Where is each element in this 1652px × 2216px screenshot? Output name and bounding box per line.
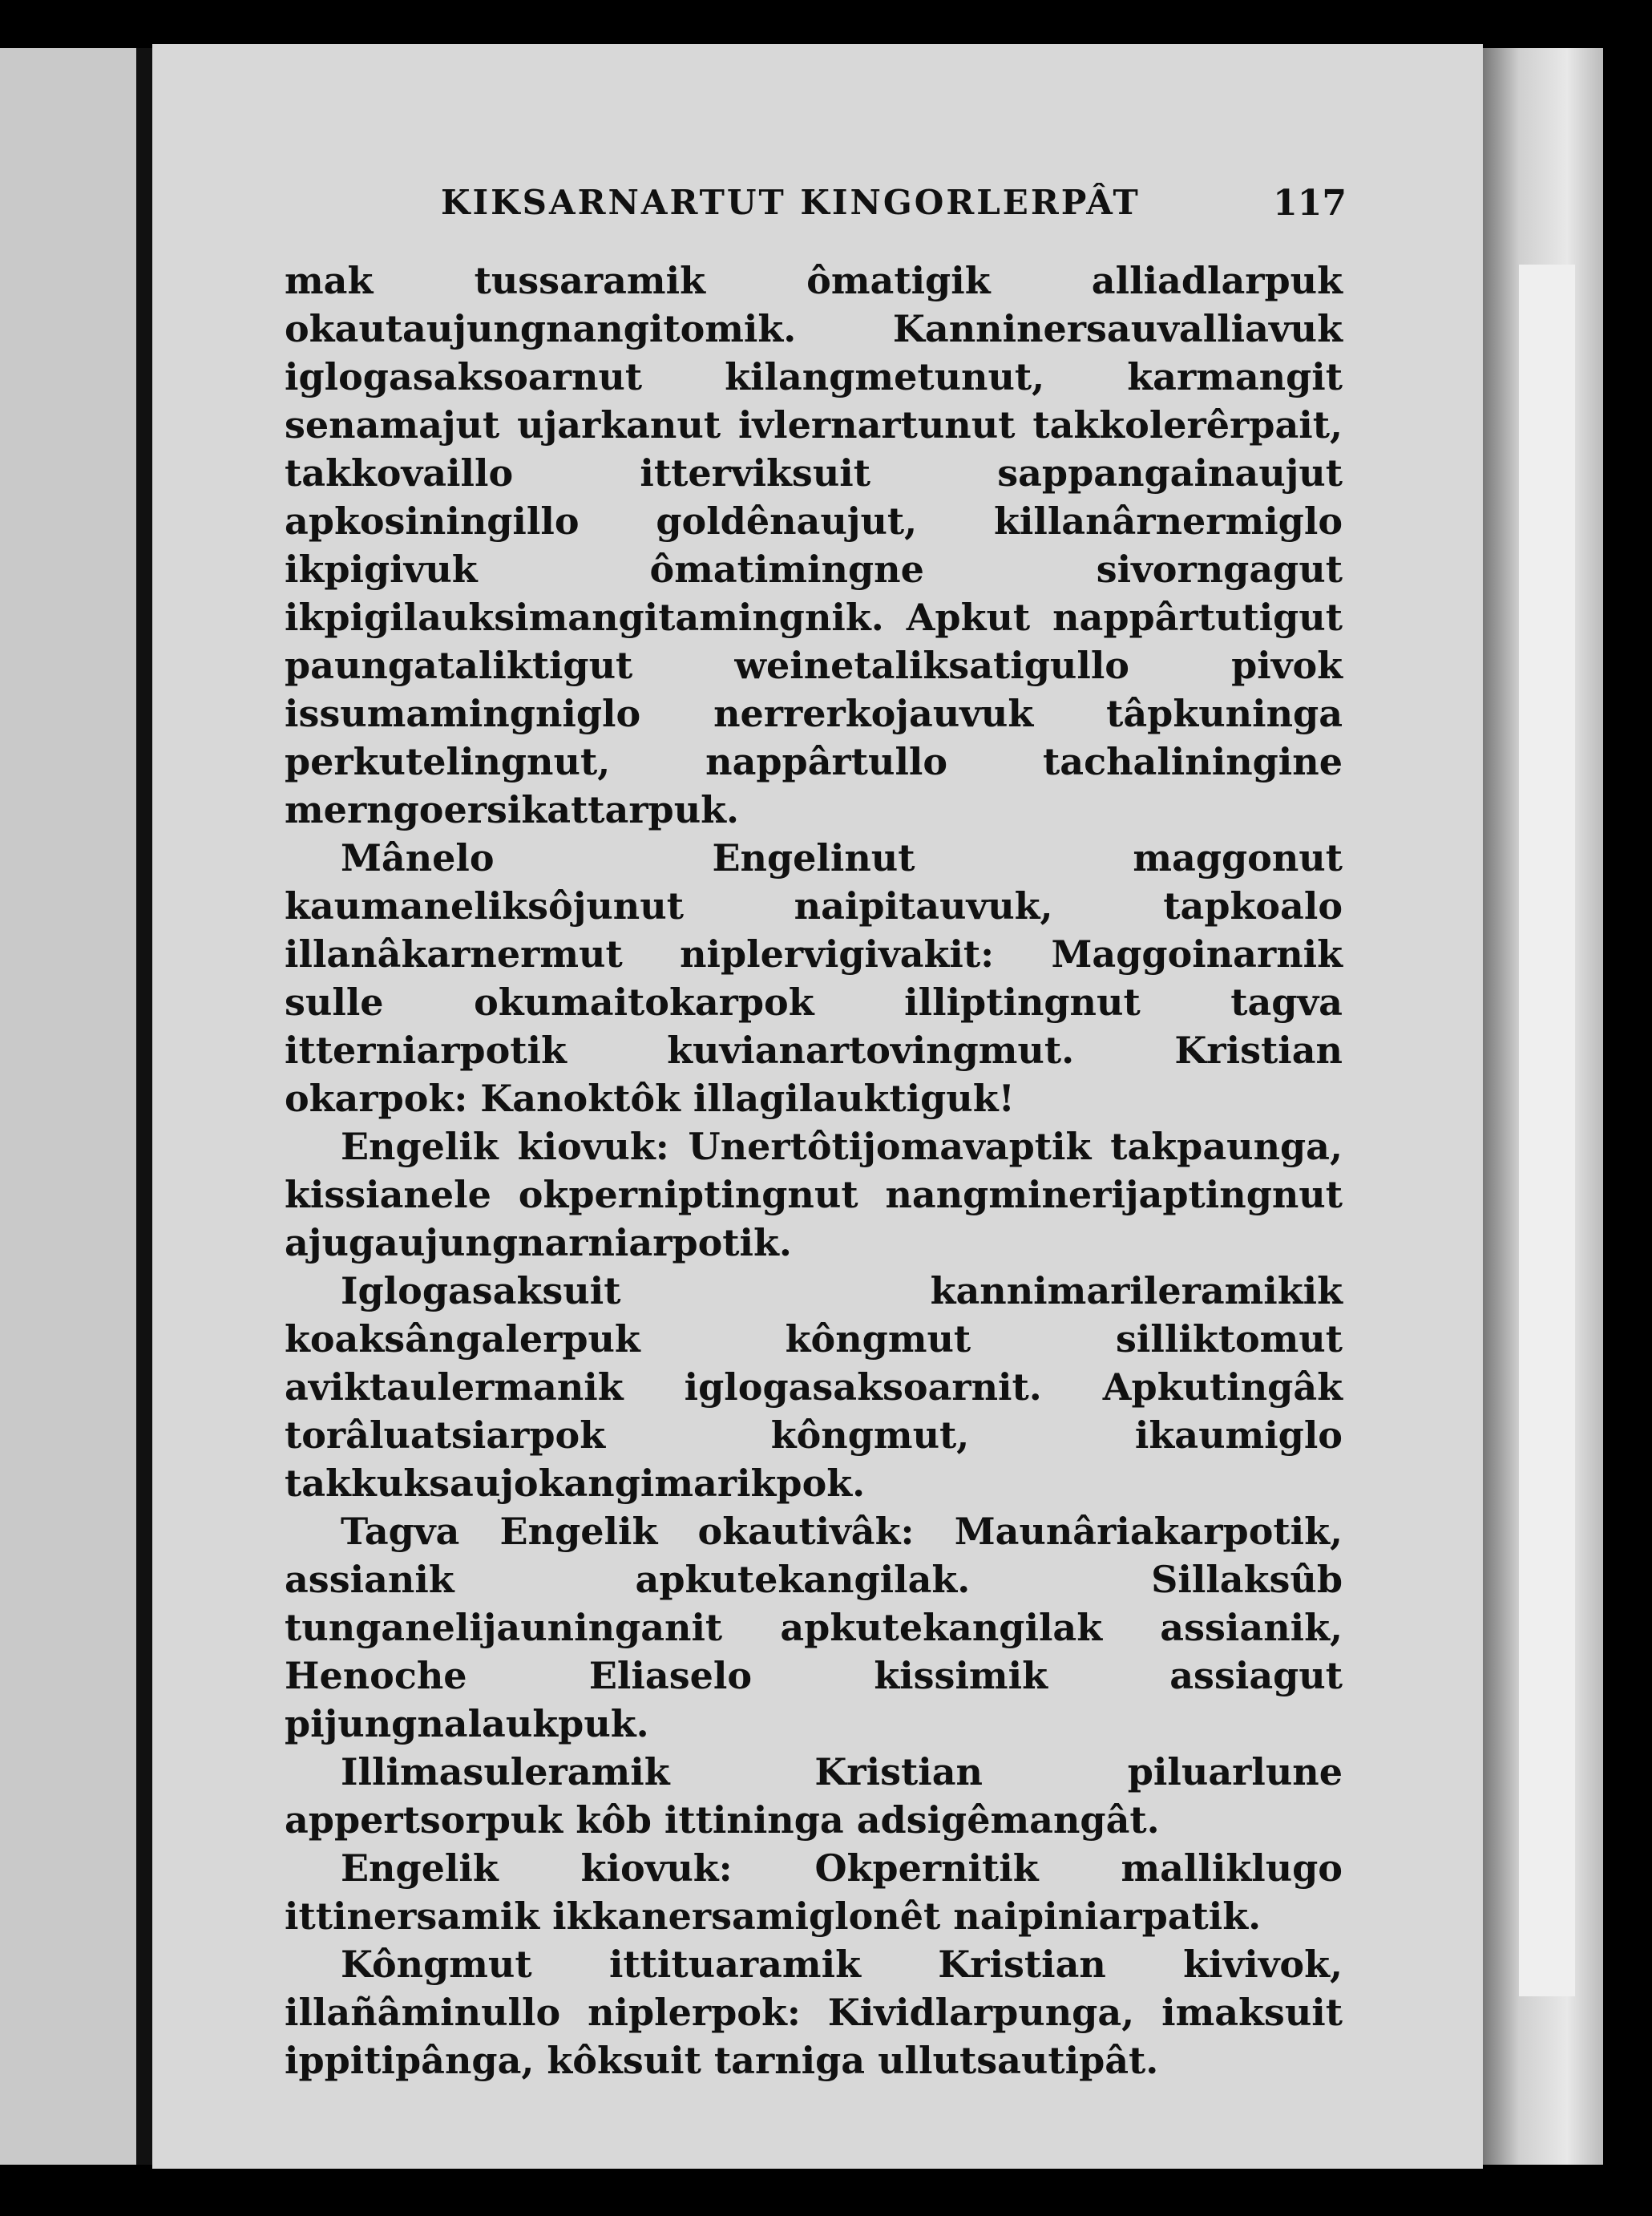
running-head: [305, 183, 1347, 231]
paragraph: Tagva Engelik okautivâk: Maunâriakarpotik, assianik apkutekangilak. Sillaksûb tunganelijauninganit apkutekangilak assianik, Henoche Eliaselo kissimik assiagut pijungnalaukpuk.: [285, 1510, 1343, 1745]
paragraph: Illimasuleramik Kristian piluarlune appertsorpuk kôb ittininga adsigêmangât.: [285, 1750, 1343, 1842]
page-number: 117: [1273, 183, 1347, 224]
paragraph: Mânelo Engelinut maggonut kaumaneliksôjunut naipitauvuk, tapkoalo illanâkarnermut niplervigivakit: Maggoinarnik sulle okumaitokarpok illiptingnut tagva itterniarpotik kuvianartovingmut. Kristian okarpok: Kanoktôk illagilauktiguk!: [285, 836, 1343, 1120]
paragraph: mak tussaramik ômatigik alliadlarpuk okautaujungnangitomik. Kanninersauvalliavuk iglogasaksoarnut kilangmetunut, karmangit senamajut ujarkanut ivlernartunut takkolerêrpait, takkovaillo itterviksuit sappangainaujut apkosiningillo goldênaujut, killanârnermiglo ikpigivuk ômatimingne sivorngagut ikpigilauksimangitamingnik. Apkut nappârtutigut paungataliktigut weinetaliksatigullo pivok issumamingniglo nerrerkojauvuk tâpkuninga perkutelingnut, nappârtullo tachaliningine merngoersikattarpuk.: [285, 259, 1343, 831]
page-stack-highlight: [1519, 265, 1575, 1996]
body-text: [285, 257, 1343, 2085]
facing-page-edge: [0, 48, 136, 2165]
book-gutter: [136, 48, 152, 2165]
paragraph: Engelik kiovuk: Unertôtijomavaptik takpaunga, kissianele okperniptingnut nangminerijaptingnut ajugaujungnarniarpotik.: [285, 1125, 1343, 1264]
running-head-title: KIKSARNARTUT KINGORLERPÂT: [441, 183, 1141, 222]
paragraph: Engelik kiovuk: Okpernitik malliklugo ittinersamik ikkanersamiglonêt naipiniarpatik.: [285, 1846, 1343, 1938]
paragraph: Iglogasaksuit kannimarileramikik koaksângalerpuk kôngmut silliktomut aviktaulermanik iglogasaksoarnit. Apkutingâk torâluatsiarpok kôngmut, ikaumiglo takkuksaujokangimarikpok.: [285, 1269, 1343, 1505]
paragraph: Kôngmut ittituaramik Kristian kivivok, illañâminullo niplerpok: Kividlarpunga, imaksuit ippitipânga, kôksuit tarniga ullutsautipât.: [285, 1943, 1343, 2082]
